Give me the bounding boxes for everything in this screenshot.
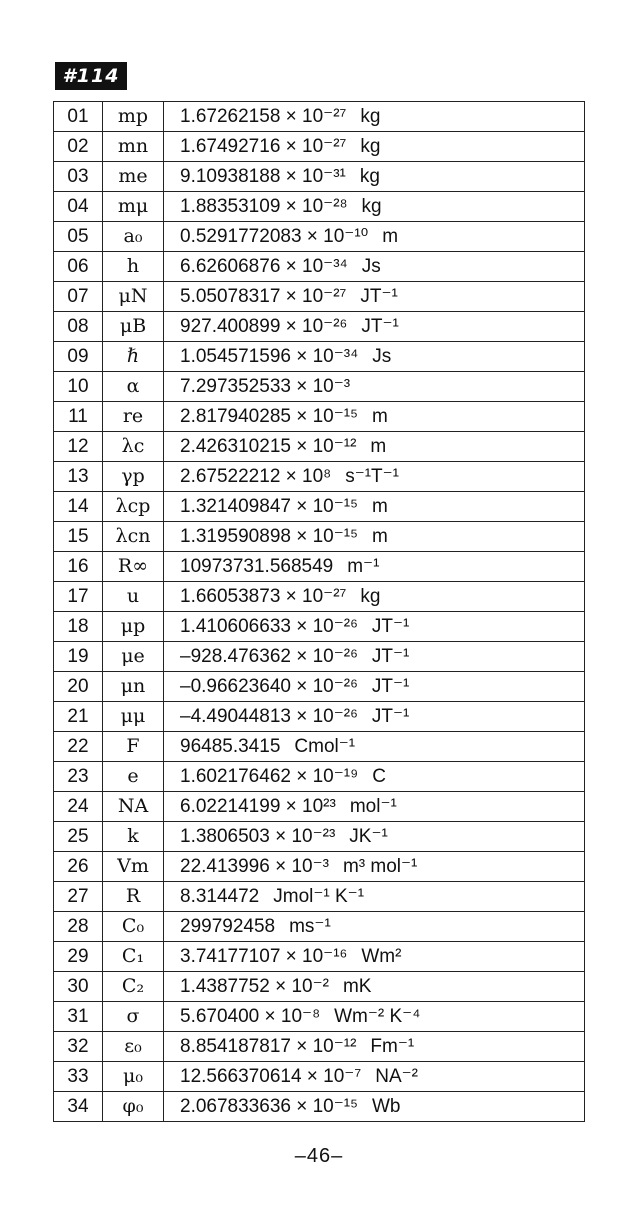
constant-row <box>54 552 585 582</box>
constant-number: 25 <box>54 822 103 852</box>
constant-symbol-text: μμ <box>120 705 146 727</box>
constant-number: 01 <box>54 102 103 132</box>
constant-number: 32 <box>54 1032 103 1062</box>
constant-value-cell <box>164 432 585 462</box>
constant-row <box>54 942 585 972</box>
constant-value: 3.74177107 × 10⁻¹⁶ <box>180 945 348 967</box>
constant-row <box>54 1092 585 1122</box>
constant-number: 16 <box>54 552 103 582</box>
constant-symbol-text: u <box>126 585 140 607</box>
constant-value: 22.413996 × 10⁻³ <box>180 855 329 877</box>
constant-unit: JT⁻¹ <box>361 315 399 337</box>
constant-symbol-text: μn <box>120 675 146 697</box>
constant-symbol-text: λcp <box>115 495 151 517</box>
constant-value: 299792458 <box>180 915 276 937</box>
constant-value-cell <box>164 1002 585 1032</box>
constant-symbol <box>103 822 164 852</box>
constant-row <box>54 102 585 132</box>
constant-symbol-text: h <box>126 255 140 277</box>
page-number: –46– <box>294 1145 344 1167</box>
constant-unit: Wm⁻² K⁻⁴ <box>334 1005 421 1027</box>
constant-number: 31 <box>54 1002 103 1032</box>
constant-row <box>54 162 585 192</box>
constant-symbol-text: μp <box>120 615 146 637</box>
constant-row <box>54 222 585 252</box>
constant-number: 11 <box>54 402 103 432</box>
constant-unit: JK⁻¹ <box>349 825 388 847</box>
constant-number: 30 <box>54 972 103 1002</box>
constant-value: 1.3806503 × 10⁻²³ <box>180 825 336 847</box>
constant-row <box>54 132 585 162</box>
constant-number: 05 <box>54 222 103 252</box>
constant-number: 20 <box>54 672 103 702</box>
constant-symbol <box>103 972 164 1002</box>
constant-unit: Jmol⁻¹ K⁻¹ <box>273 885 365 907</box>
constant-value: 927.400899 × 10⁻²⁶ <box>180 315 348 337</box>
constant-symbol <box>103 642 164 672</box>
constant-symbol <box>103 282 164 312</box>
constants-table <box>53 101 585 1122</box>
constant-symbol-text: Vm <box>117 855 149 877</box>
constant-symbol-text: NA <box>117 795 149 817</box>
constant-symbol <box>103 1092 164 1122</box>
constant-symbol <box>103 882 164 912</box>
constant-value: 6.02214199 × 10²³ <box>180 795 336 817</box>
constant-symbol-text: C₂ <box>121 975 145 997</box>
constant-row <box>54 912 585 942</box>
constant-unit: mK <box>342 975 372 997</box>
constant-symbol <box>103 1062 164 1092</box>
constant-value-cell <box>164 192 585 222</box>
constant-symbol <box>103 732 164 762</box>
constant-row <box>54 882 585 912</box>
constant-unit: m <box>371 405 388 427</box>
constant-number: 04 <box>54 192 103 222</box>
constant-symbol-text: σ <box>126 1005 140 1027</box>
constant-number: 08 <box>54 312 103 342</box>
constant-value-cell <box>164 612 585 642</box>
constant-symbol <box>103 1032 164 1062</box>
constant-row <box>54 372 585 402</box>
constant-value: 1.054571596 × 10⁻³⁴ <box>180 345 359 367</box>
constant-symbol-text: mp <box>117 105 149 127</box>
constant-row <box>54 462 585 492</box>
constant-number: 09 <box>54 342 103 372</box>
constant-unit: C <box>372 765 386 787</box>
constant-number: 02 <box>54 132 103 162</box>
constant-symbol <box>103 312 164 342</box>
constant-unit: JT⁻¹ <box>371 615 410 637</box>
constant-symbol <box>103 522 164 552</box>
constant-number: 17 <box>54 582 103 612</box>
constant-number: 03 <box>54 162 103 192</box>
constant-value-cell <box>164 552 585 582</box>
constant-row <box>54 702 585 732</box>
constant-row <box>54 492 585 522</box>
constant-symbol-text: k <box>127 825 139 847</box>
constant-value-cell <box>164 642 585 672</box>
constant-symbol <box>103 612 164 642</box>
constant-unit: m <box>371 495 388 517</box>
constant-symbol-text: R <box>125 885 141 907</box>
constant-row <box>54 612 585 642</box>
constant-number: 19 <box>54 642 103 672</box>
constant-unit: m <box>370 435 387 457</box>
constant-symbol-text: e <box>127 765 139 787</box>
constant-value: 6.62606876 × 10⁻³⁴ <box>180 255 348 277</box>
constant-symbol-text: F <box>126 735 140 757</box>
constant-value-cell <box>164 912 585 942</box>
constant-value-cell <box>164 132 585 162</box>
constant-value: 1.321409847 × 10⁻¹⁵ <box>180 495 358 517</box>
constant-value: 0.5291772083 × 10⁻¹⁰ <box>180 225 369 247</box>
constant-row <box>54 342 585 372</box>
constant-value: 1.319590898 × 10⁻¹⁵ <box>180 525 358 547</box>
constant-row <box>54 192 585 222</box>
constant-number: 10 <box>54 372 103 402</box>
constant-row <box>54 252 585 282</box>
constant-value: 1.410606633 × 10⁻²⁶ <box>180 615 358 637</box>
constant-value: –0.96623640 × 10⁻²⁶ <box>180 675 358 697</box>
constant-value-cell <box>164 942 585 972</box>
constant-symbol-text: μB <box>119 315 147 337</box>
constant-unit: Js <box>372 345 392 367</box>
constant-row <box>54 402 585 432</box>
constant-symbol-text: C₁ <box>121 945 145 967</box>
constant-symbol <box>103 1002 164 1032</box>
constant-symbol <box>103 102 164 132</box>
constant-number: 28 <box>54 912 103 942</box>
constant-number: 21 <box>54 702 103 732</box>
constant-value: 10973731.568549 <box>180 555 334 577</box>
constant-number: 34 <box>54 1092 103 1122</box>
constant-row <box>54 792 585 822</box>
constant-symbol-text: ℏ <box>126 345 140 367</box>
constant-symbol <box>103 762 164 792</box>
constant-row <box>54 582 585 612</box>
constant-value-cell <box>164 1032 585 1062</box>
constant-unit: kg <box>360 135 381 157</box>
constant-value: 1.67262158 × 10⁻²⁷ <box>180 105 347 127</box>
constant-symbol-text: mn <box>117 135 149 157</box>
constant-symbol-text: me <box>118 165 148 187</box>
constant-value: 1.66053873 × 10⁻²⁷ <box>180 585 347 607</box>
constant-symbol <box>103 852 164 882</box>
constant-symbol-text: γp <box>121 465 145 487</box>
constant-unit: Wb <box>371 1095 401 1117</box>
constant-row <box>54 312 585 342</box>
constant-value-cell <box>164 492 585 522</box>
constant-symbol-text: λcn <box>115 525 151 547</box>
constant-value: 1.4387752 × 10⁻² <box>180 975 329 997</box>
constant-unit: s⁻¹T⁻¹ <box>345 465 400 487</box>
constant-symbol <box>103 462 164 492</box>
constant-row <box>54 1032 585 1062</box>
constant-symbol <box>103 162 164 192</box>
constant-value-cell <box>164 792 585 822</box>
section-tag: #114 <box>55 62 127 90</box>
constant-unit: kg <box>359 165 380 187</box>
constant-row <box>54 282 585 312</box>
constant-symbol <box>103 702 164 732</box>
constant-value: –928.476362 × 10⁻²⁶ <box>180 645 358 667</box>
constant-symbol-text: R∞ <box>117 555 149 577</box>
constant-symbol <box>103 912 164 942</box>
constant-unit: ms⁻¹ <box>289 915 331 937</box>
constant-value-cell <box>164 462 585 492</box>
constant-symbol <box>103 132 164 162</box>
constant-number: 18 <box>54 612 103 642</box>
constant-value-cell <box>164 372 585 402</box>
constant-value: 2.67522212 × 10⁸ <box>180 465 332 487</box>
constant-unit: Fm⁻¹ <box>370 1035 415 1057</box>
constant-value-cell <box>164 342 585 372</box>
constant-symbol-text: C₀ <box>121 915 145 937</box>
constant-unit: Cmol⁻¹ <box>294 735 356 757</box>
constant-unit: NA⁻² <box>375 1065 418 1087</box>
constant-value: 5.670400 × 10⁻⁸ <box>180 1005 321 1027</box>
constant-row <box>54 642 585 672</box>
constant-row <box>54 972 585 1002</box>
constant-value-cell <box>164 1062 585 1092</box>
constant-value: 8.314472 <box>180 885 260 907</box>
constant-row <box>54 732 585 762</box>
constant-symbol-text: μ₀ <box>123 1065 143 1087</box>
constant-unit: kg <box>360 585 381 607</box>
constant-value: 2.817940285 × 10⁻¹⁵ <box>180 405 358 427</box>
constant-symbol-text: α <box>126 375 140 397</box>
constant-symbol <box>103 792 164 822</box>
constant-value-cell <box>164 882 585 912</box>
constant-symbol-text: μe <box>121 645 145 667</box>
constant-number: 24 <box>54 792 103 822</box>
constant-number: 26 <box>54 852 103 882</box>
constant-symbol-text: λc <box>121 435 145 457</box>
constant-value-cell <box>164 972 585 1002</box>
constant-unit: m³ mol⁻¹ <box>342 855 418 877</box>
constant-number: 15 <box>54 522 103 552</box>
constant-value-cell <box>164 732 585 762</box>
constant-symbol <box>103 252 164 282</box>
constant-value-cell <box>164 162 585 192</box>
constant-value: 7.297352533 × 10⁻³ <box>180 375 351 397</box>
constant-row <box>54 762 585 792</box>
constant-value: 1.88353109 × 10⁻²⁸ <box>180 195 348 217</box>
constants-table-body <box>54 102 585 1122</box>
constant-value-cell <box>164 1092 585 1122</box>
constant-value-cell <box>164 312 585 342</box>
constant-value: 9.10938188 × 10⁻³¹ <box>180 165 346 187</box>
constant-symbol-text: a₀ <box>123 225 143 247</box>
constant-value: 2.067833636 × 10⁻¹⁵ <box>180 1095 358 1117</box>
constant-symbol-text: ε₀ <box>124 1035 142 1057</box>
constant-row <box>54 1002 585 1032</box>
constant-unit: m <box>382 225 399 247</box>
constant-symbol <box>103 672 164 702</box>
constant-number: 22 <box>54 732 103 762</box>
constant-number: 13 <box>54 462 103 492</box>
constant-unit: kg <box>360 105 381 127</box>
constant-value: 96485.3415 <box>180 735 281 757</box>
constant-symbol-text: re <box>122 405 144 427</box>
constant-unit: JT⁻¹ <box>371 645 410 667</box>
constant-value: 1.67492716 × 10⁻²⁷ <box>180 135 347 157</box>
constant-row <box>54 1062 585 1092</box>
constant-symbol <box>103 942 164 972</box>
constant-value: 1.602176462 × 10⁻¹⁹ <box>180 765 359 787</box>
constant-unit: JT⁻¹ <box>371 675 410 697</box>
constant-value-cell <box>164 582 585 612</box>
constant-symbol <box>103 222 164 252</box>
constant-value-cell <box>164 282 585 312</box>
constant-unit: m <box>371 525 388 547</box>
constant-number: 06 <box>54 252 103 282</box>
constant-value-cell <box>164 762 585 792</box>
constant-value-cell <box>164 222 585 252</box>
constant-unit: m⁻¹ <box>347 555 380 577</box>
constant-symbol <box>103 192 164 222</box>
constant-number: 23 <box>54 762 103 792</box>
constant-number: 27 <box>54 882 103 912</box>
constant-symbol <box>103 372 164 402</box>
constant-value-cell <box>164 102 585 132</box>
constant-row <box>54 852 585 882</box>
constant-value: –4.49044813 × 10⁻²⁶ <box>180 705 358 727</box>
constant-symbol <box>103 552 164 582</box>
constant-unit: JT⁻¹ <box>360 285 398 307</box>
constant-value-cell <box>164 822 585 852</box>
constant-value-cell <box>164 702 585 732</box>
constant-row <box>54 432 585 462</box>
constant-value-cell <box>164 522 585 552</box>
constant-unit: mol⁻¹ <box>349 795 397 817</box>
constant-value-cell <box>164 252 585 282</box>
constant-number: 33 <box>54 1062 103 1092</box>
constant-symbol-text: φ₀ <box>122 1095 144 1117</box>
constant-symbol <box>103 432 164 462</box>
constant-value-cell <box>164 402 585 432</box>
constant-symbol <box>103 582 164 612</box>
constant-value: 8.854187817 × 10⁻¹² <box>180 1035 357 1057</box>
constant-unit: Wm² <box>361 945 402 967</box>
constant-row <box>54 522 585 552</box>
constant-unit: kg <box>361 195 382 217</box>
constant-symbol <box>103 492 164 522</box>
constant-symbol <box>103 402 164 432</box>
constant-value: 2.426310215 × 10⁻¹² <box>180 435 357 457</box>
constant-symbol <box>103 342 164 372</box>
constant-row <box>54 672 585 702</box>
constant-symbol-text: μN <box>118 285 148 307</box>
constant-value: 5.05078317 × 10⁻²⁷ <box>180 285 347 307</box>
constant-number: 07 <box>54 282 103 312</box>
constant-value: 12.566370614 × 10⁻⁷ <box>180 1065 362 1087</box>
constant-number: 29 <box>54 942 103 972</box>
constant-row <box>54 822 585 852</box>
constant-unit: Js <box>361 255 381 277</box>
constant-value-cell <box>164 852 585 882</box>
constant-number: 14 <box>54 492 103 522</box>
constant-symbol-text: mμ <box>117 195 149 217</box>
constant-value-cell <box>164 672 585 702</box>
constant-unit: JT⁻¹ <box>371 705 410 727</box>
constant-number: 12 <box>54 432 103 462</box>
